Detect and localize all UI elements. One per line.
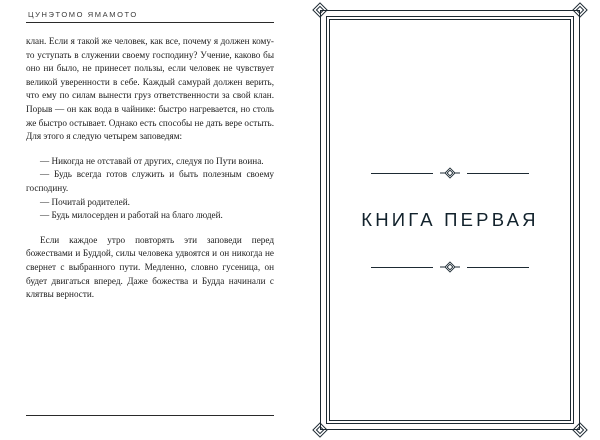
ornament-rule-right [467,267,529,268]
corner-ornament-icon [312,2,328,18]
diamond-knot-icon [439,261,461,273]
ornament-rule-left [371,173,433,174]
body-text-column [26,35,274,302]
list-item: — Почитай родителей. [40,196,130,207]
corner-ornament-icon [572,2,588,18]
ornament-rule-left [371,267,433,268]
list-item: — Никогда не отставай от других, следуя по Пути воина. [40,155,264,166]
ornament-rule-right [467,173,529,174]
precepts-list [26,155,274,223]
right-page [300,0,600,440]
paragraph-continued: клан. Если я такой же человек, как все, почему я должен кому-то уступать в служении своему господину? Учение, каково бы оно ни было, не принесет пользы, если человек не чувствует великой уверенности в себе. Каждый самурай должен верить, что ему по силам вынести груз ответственности за свой клан. Порыв — он как вода в чайнике: быстро нагревается, но столь же быстро остывает. Однако есть способы не дать вере остыть. Для этого я следую четырем заповедям: [26,36,274,142]
ornament-bottom [336,261,564,273]
corner-ornament-icon [312,422,328,438]
list-item: — Будь милосерден и работай на благо людей. [40,210,223,221]
running-head: ЦУНЭТОМО ЯМАМОТО [28,10,138,19]
ornament-top [336,167,564,179]
page-title: КНИГА ПЕРВАЯ [361,209,539,230]
list-item: — Будь всегда готов служить и быть полезным своему господину. [26,169,274,193]
corner-ornament-icon [572,422,588,438]
footer-divider [26,415,274,416]
paragraph-closing: Если каждое утро повторять эти заповеди перед божествами и Буддой, силы человека удвоятся и он никогда не свернет с выбранного пути. Медленно, словно гусеница, он будет двигаться вперед. Даже божества и Будда начинали с клятвы верности. [26,234,274,300]
diamond-knot-icon [439,167,461,179]
title-block [336,167,564,273]
header-divider [26,22,274,23]
